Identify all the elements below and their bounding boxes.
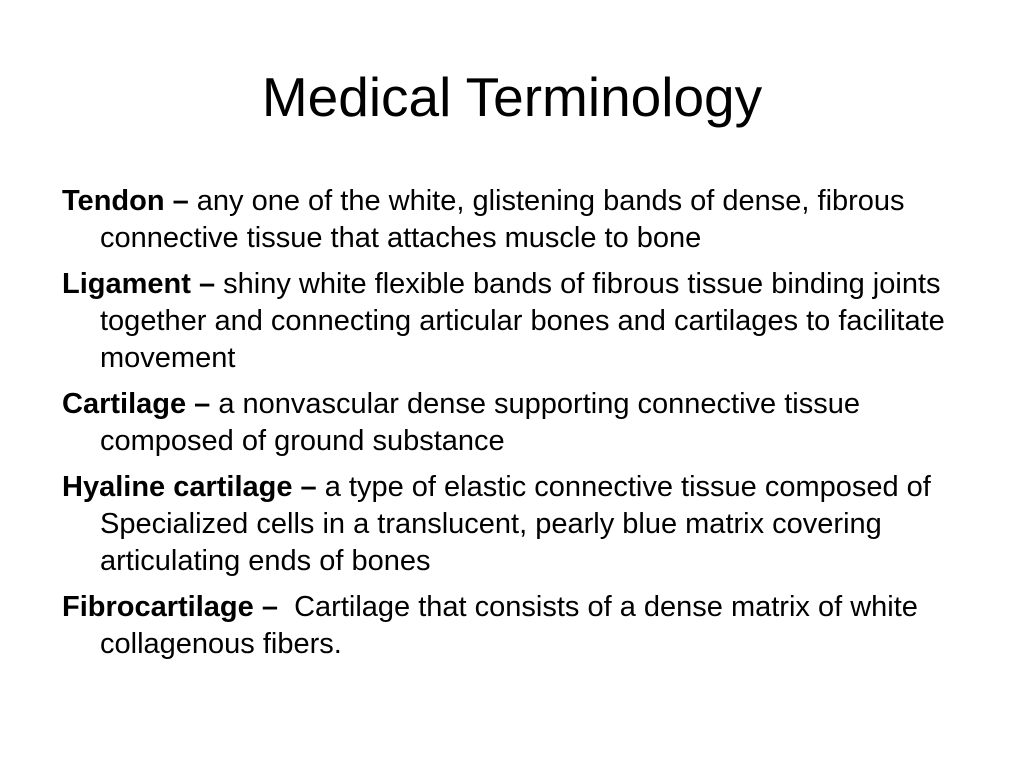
term-definition: Cartilage that consists of a dense matrix of white collagenous fibers.	[100, 591, 918, 660]
term-definition: a nonvascular dense supporting connective tissue composed of ground substance	[100, 388, 860, 457]
term-name: Ligament –	[62, 268, 216, 300]
term-item-cartilage	[62, 386, 967, 460]
term-item-tendon	[62, 183, 967, 257]
term-name: Cartilage –	[62, 388, 211, 420]
term-name: Hyaline cartilage –	[62, 471, 317, 503]
term-item-hyaline-cartilage	[62, 469, 967, 580]
term-definition: a type of elastic connective tissue composed of Specialized cells in a translucent, pearly blue matrix covering articulating ends of bones	[100, 471, 931, 577]
slide-title: Medical Terminology	[261, 66, 763, 128]
term-name: Fibrocartilage –	[62, 591, 278, 623]
term-list	[62, 183, 967, 672]
term-name: Tendon –	[62, 185, 189, 217]
term-definition: any one of the white, glistening bands of dense, fibrous connective tissue that attaches muscle to bone	[100, 185, 905, 254]
term-item-fibrocartilage	[62, 589, 967, 663]
term-definition: shiny white flexible bands of fibrous tissue binding joints together and connecting articular bones and cartilages to facilitate movement	[100, 268, 945, 374]
term-item-ligament	[62, 266, 967, 377]
